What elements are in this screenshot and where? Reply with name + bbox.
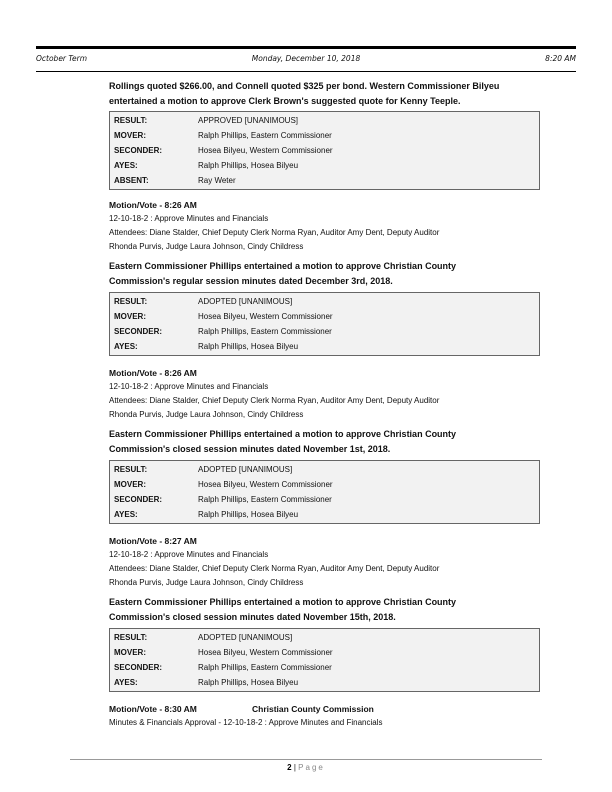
attendees-line-2: Rhonda Purvis, Judge Laura Johnson, Cindy Childress [109, 410, 304, 419]
vote-row [114, 630, 535, 645]
vote-table-2 [109, 292, 540, 356]
page-footer [0, 763, 612, 772]
vote-value: Ray Weter [198, 176, 236, 185]
vote-row [114, 339, 535, 354]
motion-item-4 [109, 548, 549, 590]
vote-key: AYES: [114, 161, 138, 170]
motion-item: 12-10-18-2 : Approve Minutes and Financials [109, 214, 269, 223]
header-time: 8:20 AM [545, 54, 576, 63]
vote-key: RESULT: [114, 465, 148, 474]
motion-item-3 [109, 380, 549, 422]
attendees-line-2: Rhonda Purvis, Judge Laura Johnson, Cindy Childress [109, 578, 304, 587]
vote-row [114, 309, 535, 324]
motion-text-line-2: Commission's closed session minutes dated November 15th, 2018. [109, 612, 396, 622]
header-date: Monday, December 10, 2018 [251, 54, 361, 63]
vote-key: MOVER: [114, 648, 146, 657]
motion-text-line-1: Eastern Commissioner Phillips entertained a motion to approve Christian County [109, 429, 457, 439]
motion-text-line-2: Commission's regular session minutes dated December 3rd, 2018. [109, 276, 393, 286]
vote-row [114, 294, 535, 309]
intro-paragraph [109, 79, 549, 109]
vote-row [114, 158, 535, 173]
vote-value: ADOPTED [UNANIMOUS] [198, 633, 293, 642]
vote-value: Hosea Bilyeu, Western Commissioner [198, 648, 333, 657]
vote-key: AYES: [114, 678, 138, 687]
vote-value: Ralph Phillips, Hosea Bilyeu [198, 342, 299, 351]
vote-value: Ralph Phillips, Hosea Bilyeu [198, 510, 299, 519]
intro-line-2: entertained a motion to approve Clerk Brown's suggested quote for Kenny Teeple. [109, 96, 461, 106]
vote-value: Ralph Phillips, Eastern Commissioner [198, 495, 332, 504]
attendees-line-1: Attendees: Diane Stalder, Chief Deputy Clerk Norma Ryan, Auditor Amy Dent, Deputy Auditor [109, 564, 440, 573]
vote-value: ADOPTED [UNANIMOUS] [198, 465, 293, 474]
footer-divider [70, 759, 542, 760]
vote-key: SECONDER: [114, 663, 163, 672]
motion-text-3 [109, 427, 549, 457]
motion-item-5: Minutes & Financials Approval - 12-10-18-2 : Approve Minutes and Financials [109, 718, 383, 727]
vote-value: Ralph Phillips, Eastern Commissioner [198, 663, 332, 672]
vote-value: Hosea Bilyeu, Western Commissioner [198, 480, 333, 489]
vote-key: RESULT: [114, 116, 148, 125]
attendees-line-1: Attendees: Diane Stalder, Chief Deputy Clerk Norma Ryan, Auditor Amy Dent, Deputy Auditor [109, 228, 440, 237]
vote-value: Hosea Bilyeu, Western Commissioner [198, 312, 333, 321]
vote-value: Ralph Phillips, Hosea Bilyeu [198, 161, 299, 170]
motion-title-5: Motion/Vote - 8:30 AM [109, 704, 197, 714]
vote-key: AYES: [114, 510, 138, 519]
vote-row [114, 173, 535, 188]
page-label: Page [298, 763, 325, 772]
vote-row [114, 113, 535, 128]
vote-value: ADOPTED [UNANIMOUS] [198, 297, 293, 306]
motion-text-line-2: Commission's closed session minutes dated November 1st, 2018. [109, 444, 391, 454]
attendees-line-2: Rhonda Purvis, Judge Laura Johnson, Cindy Childress [109, 242, 304, 251]
motion-body-5: Christian County Commission [252, 704, 374, 714]
vote-value: Ralph Phillips, Eastern Commissioner [198, 131, 332, 140]
motion-item: 12-10-18-2 : Approve Minutes and Financials [109, 550, 269, 559]
motion-text-2 [109, 259, 549, 289]
vote-row [114, 128, 535, 143]
page-number: 2 [287, 763, 292, 772]
vote-value: APPROVED [UNANIMOUS] [198, 116, 299, 125]
vote-row [114, 492, 535, 507]
vote-key: SECONDER: [114, 495, 163, 504]
vote-table-4 [109, 628, 540, 692]
attendees-line-1: Attendees: Diane Stalder, Chief Deputy Clerk Norma Ryan, Auditor Amy Dent, Deputy Auditor [109, 396, 440, 405]
vote-value: Ralph Phillips, Eastern Commissioner [198, 327, 332, 336]
vote-table-1 [109, 111, 540, 190]
vote-key: MOVER: [114, 131, 146, 140]
vote-row [114, 660, 535, 675]
vote-key: MOVER: [114, 480, 146, 489]
motion-text-line-1: Eastern Commissioner Phillips entertained a motion to approve Christian County [109, 597, 457, 607]
vote-value: Ralph Phillips, Hosea Bilyeu [198, 678, 299, 687]
motion-text-line-1: Eastern Commissioner Phillips entertained a motion to approve Christian County [109, 261, 457, 271]
vote-row [114, 143, 535, 158]
motion-text-4 [109, 595, 549, 625]
motion-title-4: Motion/Vote - 8:27 AM [109, 536, 197, 546]
motion-title-3: Motion/Vote - 8:26 AM [109, 368, 197, 378]
motion-item-2 [109, 212, 549, 254]
vote-key: SECONDER: [114, 327, 163, 336]
motion-title-2: Motion/Vote - 8:26 AM [109, 200, 197, 210]
vote-row [114, 645, 535, 660]
vote-row [114, 477, 535, 492]
footer-separator: | [293, 763, 296, 772]
vote-key: RESULT: [114, 297, 148, 306]
vote-row [114, 324, 535, 339]
vote-value: Hosea Bilyeu, Western Commissioner [198, 146, 333, 155]
vote-row [114, 675, 535, 690]
vote-key: MOVER: [114, 312, 146, 321]
intro-line-1: Rollings quoted $266.00, and Connell quoted $325 per bond. Western Commissioner Bilyeu [109, 81, 500, 91]
vote-key: AYES: [114, 342, 138, 351]
vote-table-3 [109, 460, 540, 524]
motion-item: 12-10-18-2 : Approve Minutes and Financials [109, 382, 269, 391]
header-term: October Term [36, 54, 88, 63]
vote-key: RESULT: [114, 633, 148, 642]
vote-row [114, 507, 535, 522]
page-header [36, 46, 576, 72]
vote-key: ABSENT: [114, 176, 149, 185]
vote-row [114, 462, 535, 477]
vote-key: SECONDER: [114, 146, 163, 155]
